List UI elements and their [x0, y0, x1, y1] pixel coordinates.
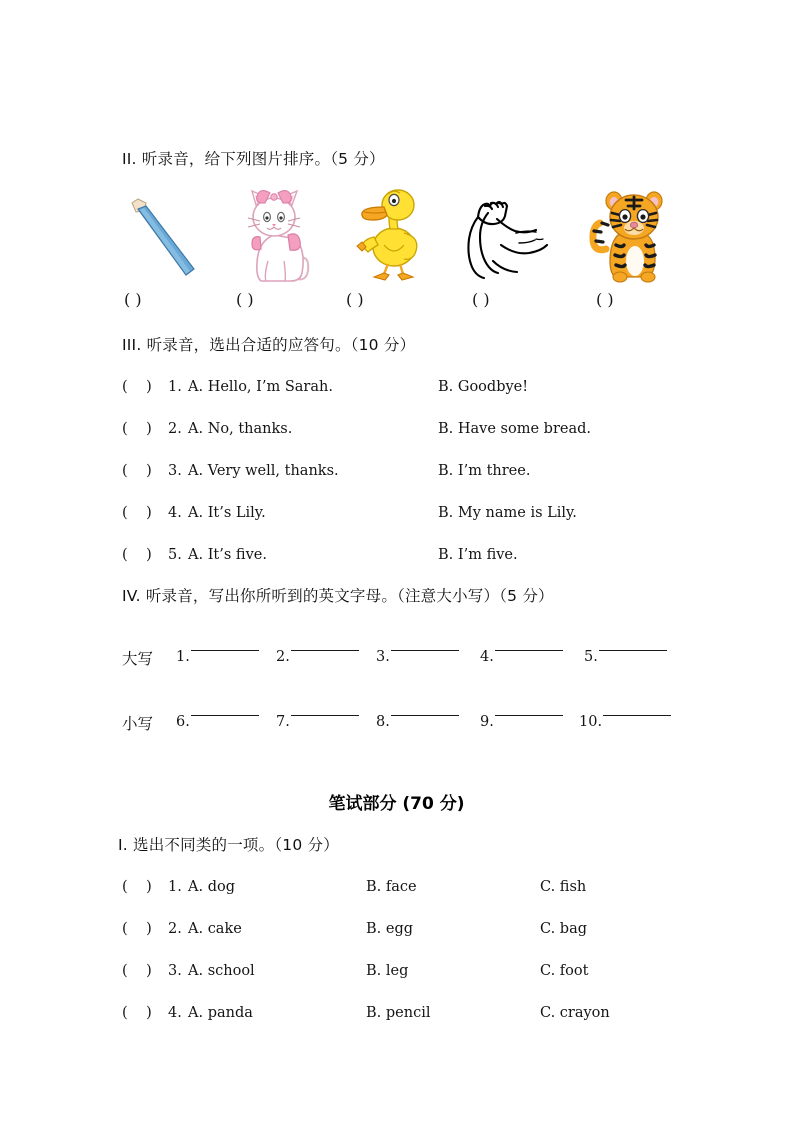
option-a[interactable]: A. school: [188, 963, 255, 979]
option-c[interactable]: C. crayon: [540, 1005, 610, 1021]
option-a[interactable]: A. Hello, I’m Sarah.: [188, 379, 333, 395]
option-b[interactable]: B. Have some bread.: [438, 421, 591, 437]
write-line[interactable]: [495, 650, 563, 651]
answer-bracket[interactable]: ( ): [122, 963, 152, 979]
letter-blank-2[interactable]: [276, 649, 359, 665]
section-3-heading: III. 听录音，选出合适的应答句。（10 分）: [122, 336, 416, 354]
blank-number: 8.: [376, 714, 390, 730]
listening-q-row: [122, 505, 682, 527]
write-line[interactable]: [191, 715, 259, 716]
write-line[interactable]: [291, 650, 359, 651]
option-a[interactable]: A. Very well, thanks.: [188, 463, 339, 479]
write-line[interactable]: [391, 715, 459, 716]
question-number: 3.: [168, 463, 182, 479]
listening-q-row: [122, 547, 682, 569]
listening-q-row: [122, 463, 682, 485]
blank-number: 6.: [176, 714, 190, 730]
picture-bracket-3[interactable]: ( ): [346, 290, 364, 309]
option-c[interactable]: C. fish: [540, 879, 587, 895]
written-q-row: [122, 1005, 682, 1027]
uppercase-label: 大写: [122, 650, 154, 668]
option-b[interactable]: B. I’m five.: [438, 547, 518, 563]
picture-bracket-4[interactable]: ( ): [472, 290, 490, 309]
picture-bracket-5[interactable]: ( ): [596, 290, 614, 309]
picture-duck: [338, 183, 434, 283]
picture-bracket-1[interactable]: ( ): [124, 290, 142, 309]
answer-bracket[interactable]: ( ): [122, 1005, 152, 1021]
picture-crayon: [118, 183, 214, 283]
letter-blank-1[interactable]: [176, 649, 259, 665]
picture-cat: [226, 183, 322, 283]
listening-q-row: [122, 421, 682, 443]
picture-bracket-2[interactable]: ( ): [236, 290, 254, 309]
question-number: 4.: [168, 505, 182, 521]
section-2-heading: II. 听录音，给下列图片排序。（5 分）: [122, 150, 385, 168]
section-4-heading: IV. 听录音，写出你所听到的英文字母。（注意大小写）（5 分）: [122, 587, 554, 605]
uppercase-blank-row: [122, 645, 682, 675]
answer-bracket[interactable]: ( ): [122, 921, 152, 937]
answer-bracket[interactable]: ( ): [122, 505, 152, 521]
written-q-row: [122, 921, 682, 943]
option-a[interactable]: A. It’s five.: [188, 547, 267, 563]
picture-ordering-strip: [118, 183, 678, 283]
option-b[interactable]: B. My name is Lily.: [438, 505, 577, 521]
option-a[interactable]: A. cake: [188, 921, 242, 937]
question-number: 3.: [168, 963, 182, 979]
question-number: 5.: [168, 547, 182, 563]
blank-number: 1.: [176, 649, 190, 665]
letter-blank-8[interactable]: [376, 714, 459, 730]
option-a[interactable]: A. panda: [188, 1005, 253, 1021]
write-line[interactable]: [495, 715, 563, 716]
answer-bracket[interactable]: ( ): [122, 421, 152, 437]
answer-bracket[interactable]: ( ): [122, 463, 152, 479]
written-part-heading: 笔试部分 (70 分): [328, 794, 465, 814]
write-line[interactable]: [603, 715, 671, 716]
letter-blank-9[interactable]: [480, 714, 563, 730]
answer-bracket[interactable]: ( ): [122, 379, 152, 395]
question-number: 1.: [168, 379, 182, 395]
letter-blank-10[interactable]: [579, 714, 671, 730]
picture-arm: [458, 183, 554, 283]
question-number: 2.: [168, 421, 182, 437]
letter-blank-7[interactable]: [276, 714, 359, 730]
option-c[interactable]: C. bag: [540, 921, 588, 937]
write-line[interactable]: [599, 650, 667, 651]
listening-q-row: [122, 379, 682, 401]
written-q-row: [122, 963, 682, 985]
question-number: 1.: [168, 879, 182, 895]
blank-number: 10.: [579, 714, 603, 730]
option-b[interactable]: B. I’m three.: [438, 463, 531, 479]
written-q-row: [122, 879, 682, 901]
lowercase-label: 小写: [122, 715, 154, 733]
option-b[interactable]: B. leg: [366, 963, 409, 979]
question-number: 2.: [168, 921, 182, 937]
written-section-1-heading: I. 选出不同类的一项。（10 分）: [118, 836, 339, 854]
option-a[interactable]: A. No, thanks.: [188, 421, 293, 437]
blank-number: 3.: [376, 649, 390, 665]
letter-blank-6[interactable]: [176, 714, 259, 730]
blank-number: 4.: [480, 649, 494, 665]
option-b[interactable]: B. face: [366, 879, 417, 895]
letter-blank-5[interactable]: [584, 649, 667, 665]
option-a[interactable]: A. dog: [188, 879, 235, 895]
question-number: 4.: [168, 1005, 182, 1021]
option-a[interactable]: A. It’s Lily.: [188, 505, 266, 521]
answer-bracket[interactable]: ( ): [122, 879, 152, 895]
write-line[interactable]: [291, 715, 359, 716]
blank-number: 7.: [276, 714, 290, 730]
picture-tiger: [580, 183, 676, 283]
write-line[interactable]: [391, 650, 459, 651]
answer-bracket[interactable]: ( ): [122, 547, 152, 563]
option-c[interactable]: C. foot: [540, 963, 589, 979]
option-b[interactable]: B. pencil: [366, 1005, 431, 1021]
blank-number: 9.: [480, 714, 494, 730]
letter-blank-3[interactable]: [376, 649, 459, 665]
lowercase-blank-row: [122, 710, 682, 740]
blank-number: 2.: [276, 649, 290, 665]
picture-answer-brackets: [118, 290, 678, 312]
option-b[interactable]: B. Goodbye!: [438, 379, 529, 395]
option-b[interactable]: B. egg: [366, 921, 414, 937]
write-line[interactable]: [191, 650, 259, 651]
letter-blank-4[interactable]: [480, 649, 563, 665]
blank-number: 5.: [584, 649, 598, 665]
